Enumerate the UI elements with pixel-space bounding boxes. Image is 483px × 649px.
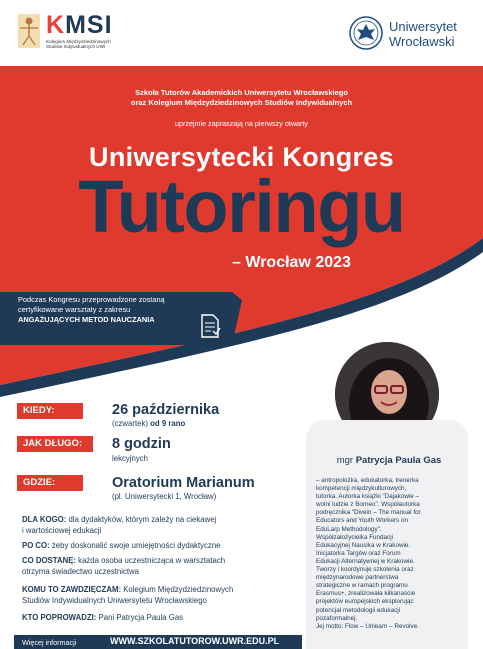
kmsi-logo-text (46, 12, 113, 38)
university-name-line-1: Uniwersytet (389, 19, 457, 34)
workshops-note-topic: ANGAŻUJĄCYCH METOD NAUCZANIA (18, 315, 155, 324)
where-label: GDZIE: (17, 475, 83, 491)
organizer-label: KOMU TO ZAWDZIĘCZAM: (22, 585, 122, 594)
speaker-bio (316, 477, 466, 631)
bio-line: wolni ludzie z Borneo". Współautorka (316, 501, 420, 509)
info-what-i-get (22, 556, 312, 577)
more-info-bar (14, 635, 302, 649)
event-duration: 8 godzin (112, 436, 171, 452)
bio-line: strategiczne w ramach programu (316, 582, 408, 590)
workshops-note-line-1: Podczas Kongresu przeprowadzone zostaną (18, 295, 165, 304)
leader-text: Pani Patrycja Paula Gas (96, 613, 184, 622)
organizer-text: Kolegium Międzydziedzinowych (121, 585, 234, 594)
info-leader (22, 613, 312, 624)
info-organizer-line-1 (22, 585, 312, 596)
organizers-line-1: Szkoła Tutorów Akademickich Uniwersytetu Wrocławskiego (135, 88, 348, 97)
bio-line: Współzałożycielka Fundacji (316, 533, 393, 541)
speaker-title: mgr (336, 455, 356, 466)
vitruvian-figure-icon (18, 14, 40, 48)
bio-line: tutorka. Autorka książki "Dajakowie – (316, 493, 420, 501)
kmsi-logo-subtitle (46, 39, 111, 50)
bio-line: kompetencji międzykulturowych, (316, 485, 407, 493)
uwr-logo (349, 16, 467, 52)
bio-line: Edukacji Alternatywnej w Krakowie. (316, 557, 415, 565)
bio-line: projektów europejskich eksplorując (316, 598, 414, 606)
leader-label: KTO POPROWADZI: (22, 613, 97, 622)
title-main: Tutoringu (78, 165, 405, 248)
info-why (22, 541, 312, 552)
what-i-get-text-2: otrzyma świadectwo uczestnictwa (22, 566, 139, 576)
what-i-get-text: każda osoba uczestnicząca w warsztatach (76, 556, 226, 565)
kmsi-subtitle-line-1: Kolegium Międzydziedzinowych (46, 39, 111, 44)
info-for-whom (22, 515, 312, 536)
when-label: KIEDY: (17, 403, 83, 419)
duration-label: JAK DŁUGO: (17, 436, 93, 452)
bio-line: Tworzy i koordynuje szkolenia oraz (316, 566, 414, 574)
kmsi-logo-rest: MSI (65, 11, 113, 39)
kmsi-subtitle-line-2: Studiów Indywidualnych UWr (46, 44, 106, 50)
certificate-document-icon (198, 313, 222, 339)
event-duration-unit: lekcyjnych (112, 454, 148, 463)
bio-line: międzynarodowe partnerstwa (316, 574, 399, 582)
info-for-whom-line-1 (22, 515, 312, 526)
university-name-line-2: Wrocławski (389, 34, 455, 49)
what-i-get-label: CO DOSTANĘ: (22, 556, 76, 565)
university-emblem-icon (349, 16, 383, 50)
info-organizer (22, 585, 312, 606)
university-name (389, 19, 457, 49)
info-what-i-get-line-1 (22, 556, 312, 567)
bio-line: – antropolożka, edukatorka, trenerka (316, 477, 419, 484)
speaker-name (314, 455, 464, 466)
title-location-year: – Wrocław 2023 (232, 254, 351, 271)
workshops-note (18, 295, 226, 342)
kmsi-logo-initial: K (46, 11, 66, 39)
for-whom-text-2: i wartościowej edukacji (22, 525, 102, 535)
organizer-text-2: Studiów Indywidualnych Uniwersytetu Wrocławskiego (22, 595, 207, 605)
for-whom-label: DLA KOGO: (22, 515, 67, 524)
more-info-link[interactable]: WWW.SZKOLATUTOROW.UWR.EDU.PL (110, 636, 280, 646)
event-start-time: od 9 rano (150, 419, 186, 428)
event-date: 26 października (112, 402, 220, 418)
invitation-text: uprzejmie zapraszają na pierwszy otwarty (174, 119, 309, 128)
bio-line: potencjał metodologii edukacji (316, 606, 401, 614)
event-venue: Oratorium Marianum (112, 475, 255, 491)
organizers-line-2: oraz Kolegium Międzydziedzinowych Studiów Indywidualnych (130, 98, 353, 107)
event-address: (pl. Uniwersytecki 1, Wrocław) (112, 492, 217, 501)
more-info-label: Więcej informacji (22, 638, 77, 647)
bio-line: Educators and Youth Workers on (316, 517, 408, 525)
why-label: PO CO: (22, 541, 50, 550)
bio-line: Erasmus+, zrealizowała kilkanaście (316, 590, 416, 598)
event-weekday: (czwartek) (112, 419, 148, 428)
workshops-note-line-2: certyfikowane warsztaty z zakresu (18, 305, 131, 314)
why-text: żeby doskonalić swoje umiejętności dydaktyczne (49, 541, 221, 550)
event-day-time (112, 419, 185, 428)
bio-line: pozaformalnej. (316, 614, 358, 622)
kmsi-logo (16, 12, 124, 56)
bio-line: Jej motto: Flow – Unlearn – Revolve. (316, 622, 419, 630)
for-whom-text: dla dydaktyków, którym zależy na ciekawej (66, 515, 217, 524)
bio-line: podręcznika "Divein – The manual for (316, 509, 421, 517)
speaker-full-name: Patrycja Paula Gas (355, 455, 442, 466)
title-line-1: Uniwersytecki Kongres (89, 142, 394, 172)
bio-line: Inicjatorka Targów oraz Forum (316, 549, 401, 557)
bio-line: EduLarp Methodology". (316, 525, 382, 533)
bio-line: Edukacyjnej Nausika w Krakowie. (316, 541, 411, 549)
